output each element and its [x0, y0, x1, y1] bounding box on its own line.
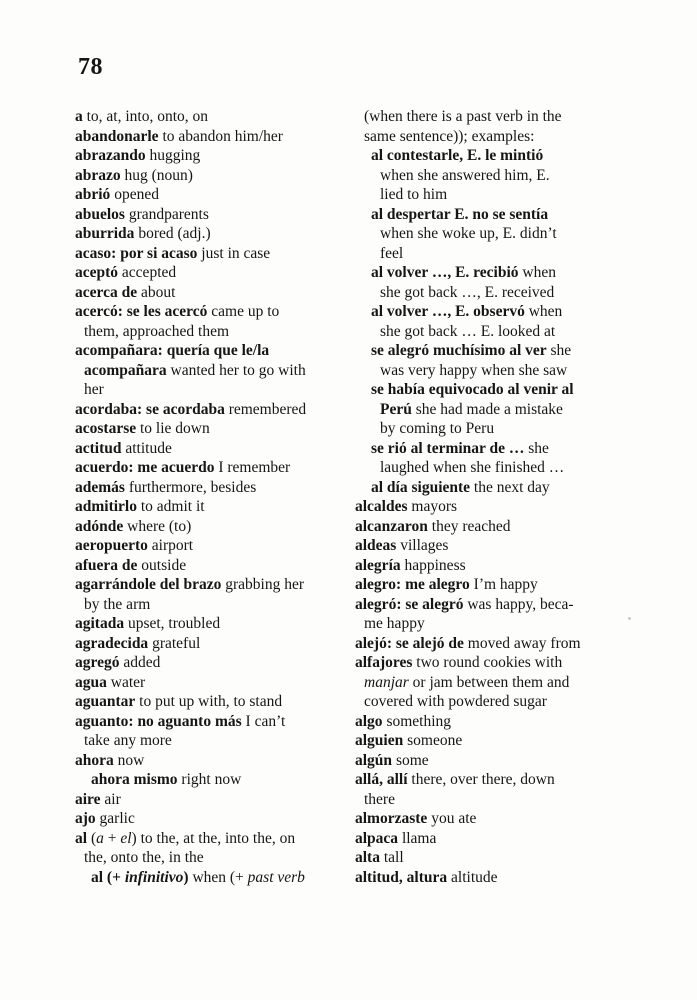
glossary-line — [75, 107, 360, 127]
entry-term: aguanto: no aguanto más — [75, 712, 242, 730]
entry-text: remembered — [224, 400, 307, 418]
glossary-line — [355, 146, 660, 166]
glossary-line — [75, 536, 360, 556]
glossary-line — [75, 829, 360, 849]
glossary-line — [75, 692, 360, 712]
entry-text: to, at, into, onto, on — [82, 108, 209, 125]
glossary-right-column — [355, 107, 660, 887]
glossary-line — [355, 127, 660, 147]
entry-term: agitada — [75, 615, 125, 632]
entry-term: alegró: se alegró — [355, 595, 464, 613]
entry-text: to lie down — [136, 420, 210, 437]
entry-term: al volver …, E. observó — [371, 303, 525, 320]
entry-term: acaso: por si acaso — [75, 244, 198, 262]
entry-text: her — [84, 381, 104, 398]
entry-text: grandparents — [124, 205, 209, 223]
glossary-line — [355, 770, 660, 790]
entry-text: hugging — [145, 147, 201, 164]
entry-term: alegro: me alegro — [355, 576, 470, 593]
entry-term: afuera de — [75, 556, 138, 574]
glossary-line — [355, 263, 660, 283]
glossary-line — [355, 361, 660, 381]
entry-text: me happy — [364, 615, 425, 632]
entry-term: acostarse — [75, 420, 137, 437]
glossary-line — [355, 185, 660, 205]
glossary-line — [75, 751, 360, 771]
entry-text: airport — [147, 537, 194, 554]
entry-text: two round cookies with — [412, 654, 563, 671]
entry-text: some — [392, 751, 429, 769]
entry-text: furthermore, besides — [124, 478, 257, 496]
entry-text: the, onto the, in the — [84, 849, 204, 866]
glossary-line — [355, 868, 660, 888]
entry-text: or jam between them and — [408, 673, 570, 691]
entry-term: alta — [355, 849, 380, 866]
entry-term: altitud, altura — [355, 868, 448, 886]
glossary-line — [75, 614, 360, 634]
glossary-line — [355, 458, 660, 478]
page-number: 78 — [78, 54, 103, 80]
glossary-line — [75, 263, 360, 283]
entry-text: just in case — [197, 244, 271, 262]
entry-term: al — [75, 829, 88, 847]
entry-text: they reached — [427, 517, 511, 535]
entry-text: she got back … E. looked at — [380, 322, 556, 340]
entry-text: now — [113, 751, 145, 769]
entry-text: came up to — [207, 303, 280, 320]
glossary-line — [355, 575, 660, 595]
glossary-line — [75, 653, 360, 673]
entry-term: actitud — [75, 439, 122, 457]
entry-text: outside — [137, 556, 187, 574]
entry-term: aguantar — [75, 693, 136, 710]
glossary-line — [355, 439, 660, 459]
glossary-left-column — [75, 107, 360, 887]
glossary-line — [75, 283, 360, 303]
glossary-line — [75, 595, 360, 615]
entry-text: accepted — [118, 264, 177, 281]
glossary-line — [355, 244, 660, 264]
glossary-line — [355, 692, 660, 712]
glossary-line — [75, 634, 360, 654]
glossary-line — [75, 185, 360, 205]
glossary-line — [75, 848, 360, 868]
entry-text: llama — [398, 829, 437, 847]
glossary-line — [75, 868, 360, 888]
glossary-line — [75, 322, 360, 342]
glossary-line — [355, 536, 660, 556]
entry-term: agregó — [75, 654, 120, 671]
entry-text: feel — [380, 244, 404, 262]
entry-text: I can’t — [241, 712, 286, 730]
entry-text: grabbing her — [221, 576, 305, 593]
entry-text: them, approached them — [84, 322, 230, 340]
entry-term: abrazo — [75, 166, 121, 184]
entry-term: abandonarle — [75, 127, 159, 145]
entry-term: infinitivo — [124, 868, 184, 886]
entry-text: happiness — [400, 556, 466, 574]
entry-term: allá, allí — [355, 771, 408, 788]
glossary-line — [355, 380, 660, 400]
entry-term: al día siguiente — [371, 478, 471, 496]
entry-text: (when there is a past verb in the — [364, 108, 562, 125]
glossary-line — [355, 283, 660, 303]
glossary-line — [75, 205, 360, 225]
glossary-line — [355, 595, 660, 615]
glossary-line — [75, 790, 360, 810]
glossary-line — [355, 731, 660, 751]
entry-term: agradecida — [75, 634, 149, 652]
glossary-line — [355, 205, 660, 225]
entry-text: tall — [379, 849, 404, 866]
entry-text: ) to the, at the, into the, on — [131, 829, 296, 847]
entry-term: al (+ — [91, 868, 125, 886]
entry-text: about — [137, 283, 176, 301]
entry-text: mayors — [407, 498, 458, 515]
entry-term: a — [75, 108, 83, 125]
glossary-line — [355, 848, 660, 868]
glossary-line — [355, 790, 660, 810]
glossary-line — [75, 556, 360, 576]
entry-text: she — [524, 439, 549, 457]
entry-text: bored (adj.) — [134, 225, 211, 242]
entry-text: el — [120, 829, 132, 847]
entry-term: Perú — [380, 400, 412, 418]
entry-term: aceptó — [75, 264, 119, 281]
entry-text: there — [364, 790, 395, 808]
entry-term: se había equivocado al venir al — [371, 381, 574, 398]
entry-text: when she woke up, E. didn’t — [380, 225, 557, 242]
entry-term: ahora — [75, 751, 114, 769]
entry-term: ajo — [75, 810, 96, 827]
glossary-line — [355, 829, 660, 849]
entry-text: garlic — [95, 810, 135, 827]
glossary-line — [75, 809, 360, 829]
entry-text: altitude — [447, 868, 498, 886]
entry-term: aeropuerto — [75, 537, 148, 554]
glossary-line — [75, 478, 360, 498]
entry-term: acuerdo: me acuerdo — [75, 459, 215, 476]
entry-term: agua — [75, 673, 107, 691]
entry-text: to put up with, to stand — [135, 693, 283, 710]
glossary-line — [355, 712, 660, 732]
glossary-line — [75, 341, 360, 361]
entry-term: abrió — [75, 186, 111, 203]
entry-text: I remember — [214, 459, 291, 476]
entry-term: admitirlo — [75, 498, 137, 515]
entry-text: ( — [87, 829, 97, 847]
entry-term: ahora mismo — [91, 771, 178, 788]
entry-term: al despertar E. no se sentía — [371, 205, 549, 223]
glossary-line — [75, 497, 360, 517]
entry-text: I’m happy — [469, 576, 538, 593]
glossary-line — [355, 653, 660, 673]
entry-term: alcaldes — [355, 498, 408, 515]
entry-term: acompañara — [84, 361, 167, 379]
glossary-line — [75, 146, 360, 166]
entry-text: she — [546, 342, 572, 359]
entry-text: a — [96, 829, 104, 847]
entry-text: grateful — [148, 634, 201, 652]
glossary-line — [355, 166, 660, 186]
entry-term: aire — [75, 790, 101, 808]
glossary-line — [75, 166, 360, 186]
scan-artifact-dot — [628, 617, 631, 620]
glossary-line — [75, 302, 360, 322]
entry-term: además — [75, 478, 125, 496]
entry-term: alguien — [355, 732, 404, 749]
entry-text: take any more — [84, 732, 172, 749]
entry-text: to admit it — [137, 498, 205, 515]
entry-term: acordaba: se acordaba — [75, 400, 225, 418]
glossary-line — [355, 556, 660, 576]
entry-term: aldeas — [355, 537, 397, 554]
entry-text: to abandon him/her — [158, 127, 283, 145]
glossary-line — [355, 478, 660, 498]
entry-term: aburrida — [75, 225, 135, 242]
entry-term: adónde — [75, 517, 124, 535]
entry-text: upset, troubled — [124, 615, 221, 632]
entry-text: covered with powdered sugar — [364, 693, 547, 710]
glossary-line — [75, 244, 360, 264]
glossary-line — [355, 419, 660, 439]
entry-text: there, over there, down — [407, 771, 555, 788]
entry-text: wanted her to go with — [166, 361, 306, 379]
entry-text: when — [518, 264, 556, 281]
glossary-line — [355, 517, 660, 537]
glossary-line — [355, 302, 660, 322]
entry-term: algo — [355, 712, 383, 730]
glossary-line — [75, 575, 360, 595]
entry-text: by the arm — [84, 595, 151, 613]
entry-term: acompañara: quería que le/la — [75, 342, 270, 359]
glossary-line — [75, 731, 360, 751]
entry-text: she got back …, E. received — [380, 283, 555, 301]
entry-text: attitude — [121, 439, 172, 457]
entry-text: villages — [396, 537, 449, 554]
glossary-line — [75, 439, 360, 459]
glossary-line — [355, 751, 660, 771]
entry-text: water — [106, 673, 146, 691]
glossary-line — [355, 107, 660, 127]
entry-term: agarrándole del brazo — [75, 576, 222, 593]
glossary-line — [355, 614, 660, 634]
entry-term: algún — [355, 751, 393, 769]
entry-text: added — [119, 654, 161, 671]
glossary-line — [75, 712, 360, 732]
entry-text: opened — [110, 186, 159, 203]
entry-text: when (+ — [188, 868, 248, 886]
entry-text: manjar — [364, 673, 409, 691]
glossary-line — [355, 809, 660, 829]
glossary-line — [75, 380, 360, 400]
glossary-line — [75, 419, 360, 439]
entry-text: hug (noun) — [120, 166, 193, 184]
entry-term: alfajores — [355, 654, 413, 671]
entry-term: ) — [183, 868, 189, 886]
glossary-line — [75, 458, 360, 478]
entry-text: right now — [177, 771, 242, 788]
entry-term: se alegró muchísimo al ver — [371, 342, 547, 359]
entry-text: she had made a mistake — [411, 400, 563, 418]
entry-term: alegría — [355, 556, 401, 574]
glossary-line — [355, 400, 660, 420]
glossary-line — [75, 400, 360, 420]
glossary-line — [75, 127, 360, 147]
entry-text: someone — [403, 732, 463, 749]
entry-text: laughed when she finished … — [380, 459, 565, 476]
entry-term: acercó: se les acercó — [75, 303, 208, 320]
entry-text: where (to) — [123, 517, 192, 535]
glossary-line — [75, 224, 360, 244]
entry-text: air — [100, 790, 121, 808]
entry-term: al volver …, E. recibió — [371, 264, 519, 281]
entry-text: the next day — [470, 478, 550, 496]
entry-text: something — [382, 712, 452, 730]
glossary-line — [75, 673, 360, 693]
entry-text: was very happy when she saw — [380, 361, 568, 379]
entry-text: past verb — [247, 868, 305, 886]
entry-text: when she answered him, E. — [380, 166, 550, 184]
entry-term: al contestarle, E. le mintió — [371, 147, 544, 164]
glossary-line — [355, 224, 660, 244]
entry-term: alpaca — [355, 829, 399, 847]
entry-text: + — [103, 829, 121, 847]
glossary-line — [75, 517, 360, 537]
entry-term: se rió al terminar de … — [371, 439, 525, 457]
glossary-line — [355, 673, 660, 693]
entry-text: you ate — [427, 810, 477, 827]
glossary-line — [75, 770, 360, 790]
entry-term: almorzaste — [355, 810, 428, 827]
entry-text: was happy, beca- — [463, 595, 574, 613]
entry-term: alejó: se alejó de — [355, 634, 464, 652]
glossary-line — [355, 322, 660, 342]
entry-term: alcanzaron — [355, 517, 428, 535]
entry-text: moved away from — [463, 634, 581, 652]
entry-term: acerca de — [75, 283, 138, 301]
glossary-line — [355, 497, 660, 517]
entry-term: abrazando — [75, 147, 146, 164]
entry-text: when — [524, 303, 563, 320]
entry-text: same sentence)); examples: — [364, 127, 535, 145]
entry-term: abuelos — [75, 205, 125, 223]
glossary-line — [75, 361, 360, 381]
glossary-line — [355, 341, 660, 361]
entry-text: by coming to Peru — [380, 420, 495, 437]
entry-text: lied to him — [380, 186, 448, 203]
glossary-line — [355, 634, 660, 654]
